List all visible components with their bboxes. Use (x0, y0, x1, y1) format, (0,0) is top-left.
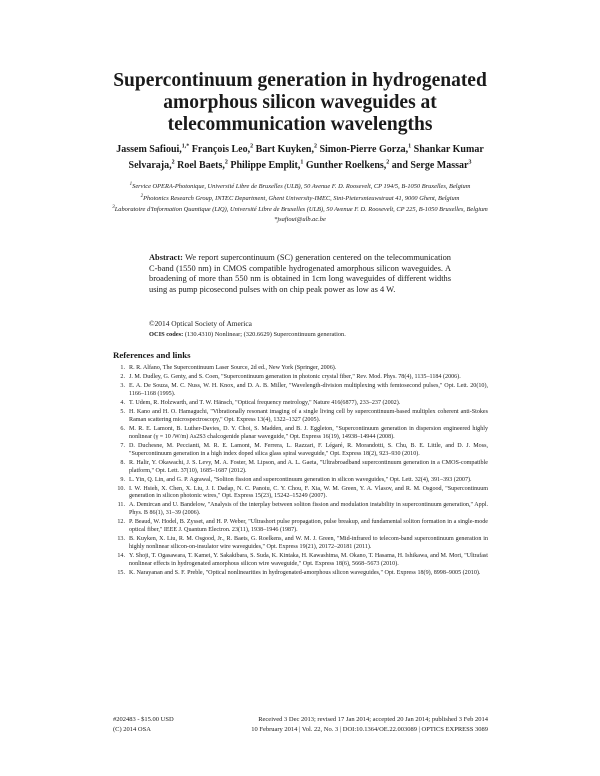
author: Bart Kuyken,$^2$ (255, 144, 317, 156)
affiliation: $^3$Laboratoire d'Information Quantique (LIQ), Université Libre de Bruxelles (ULB), 50 Avenue F. D. Roosevelt, CP 225, B-1050 Bruxelles, Belgium (112, 205, 488, 214)
reference-number: 8. (120, 459, 125, 466)
reference-number: 15. (117, 570, 125, 577)
reference-item (113, 383, 488, 399)
reference-number: 12. (117, 519, 125, 526)
reference-number: 2. (120, 374, 125, 380)
reference-item (113, 365, 488, 373)
abstract-text: We report supercontinuum (SC) generation centered on the telecommunication C-band (1550 nm) in CMOS compatible hydrogenated amorphous silicon waveguides. A broadening of more than 550 nm is obtained in 1cm long waveguides of different widths using as pump picosecond pulses with on chip peak power as low as 4 W. (149, 253, 451, 294)
footer-right (208, 715, 488, 735)
references-heading: References and links (113, 350, 191, 360)
reference-item (113, 409, 488, 425)
footer-price: #202483 - $15.00 USD (113, 716, 174, 723)
title-line: amorphous silicon waveguides at (163, 92, 437, 113)
author: and Serge Massar$^3$ (391, 159, 472, 171)
reference-text: I. W. Hsieh, X. Chen, X. Liu, J. I. Dadap, N. C. Panoiu, C. Y. Chou, F. Xia, W. M. Green, Y. A. Vlasov, and R. M. Osgood, "Supercontinuum generation in silicon photonic wires," Opt. Express 15(23), 15242–15249 (2007). (129, 485, 488, 500)
reference-text: L. Yin, Q. Lin, and G. P. Agrawal, "Soliton fission and supercontinuum generation in silicon waveguides," Opt. Lett. 32(4), 391–393 (2007). (129, 476, 472, 483)
reference-text: A. Demircan and U. Bandelow, "Analysis of the interplay between soliton fission and modulation instability in supercontinuum generation," Appl. Phys. B 86(1), 31–39 (2006). (129, 502, 488, 517)
author: Gunther Roelkens,$^2$ (305, 159, 390, 171)
reference-item (113, 570, 488, 578)
affiliation: $^2$Photonics Research Group, INTEC Department, Ghent University-IMEC, Sint-Pietersnieuwstraat 41, 9000 Ghent, Belgium (140, 193, 460, 202)
abstract (149, 253, 451, 295)
reference-item (113, 502, 488, 518)
reference-text: R. R. Alfano, The Supercontinuum Laser Source, 2d ed., New York (Springer, 2006). (129, 365, 337, 371)
reference-text: K. Narayanan and S. F. Preble, "Optical nonlinearities in hydrogenated-amorphous silicon waveguides," Opt. Express 18(9), 8998–9005 (2010). (129, 570, 481, 577)
reference-item (113, 477, 488, 485)
paper-title (100, 70, 500, 136)
reference-number: 6. (120, 425, 125, 432)
reference-text: P. Beaud, W. Hodel, B. Zysset, and H. P. Weber, "Ultrashort pulse propagation, pulse breakup, and fundamental soliton formation in a single-mode optical fiber," IEEE J. Quantum Electron. 23(11), 1938–1946 (1987). (129, 519, 488, 534)
footer-left (113, 715, 174, 735)
affiliations (110, 181, 490, 225)
footer-osa: (C) 2014 OSA (113, 726, 151, 733)
reference-text: Y. Shoji, T. Ogasawara, T. Kamei, Y. Sakakibara, S. Suda, K. Kintaka, H. Kawashima, M. Okano, T. Hasama, H. Ishikawa, and M. Mori, "Ultrafast nonlinear effects in hydrogenated amorphous silicon wire waveguide," Opt. Express 18(6), 5668–5673 (2010). (129, 553, 488, 568)
author: Simon-Pierre Gorza,$^1$ (319, 144, 412, 156)
reference-number: 3. (120, 383, 125, 389)
reference-item (113, 536, 488, 552)
author: François Leo,$^2$ (191, 144, 254, 156)
reference-item (113, 400, 488, 408)
author-list (115, 141, 485, 172)
reference-item (113, 553, 488, 569)
reference-item (113, 519, 488, 535)
ocis-text: (130.4310) Nonlinear; (320.6629) Supercontinuum generation. (184, 331, 346, 338)
corresponding-email[interactable]: *jsafioui@ulb.ac.be (274, 215, 326, 223)
author: Philippe Emplit,$^1$ (230, 159, 304, 171)
reference-text: R. Halir, Y. Okawachi, J. S. Levy, M. A. Foster, M. Lipson, and A. L. Gaeta, "Ultrabroadband supercontinuum generation in a CMOS-compatible platform," Opt. Lett. 37(10), 1685–1687 (2012). (129, 459, 488, 474)
footer-history: Received 3 Dec 2013; revised 17 Jan 2014; accepted 20 Jan 2014; published 3 Feb 2014 (258, 716, 488, 723)
reference-text: H. Kano and H. O. Hamaguchi, "Vibrationally resonant imaging of a single living cell by supercontinuum-based multiplex coherent anti-Stokes Raman scattering microspectroscopy," Opt. Express 13(4), 1322–1327 (2005). (129, 408, 488, 423)
reference-number: 9. (120, 476, 125, 483)
reference-text: M. R. E. Lamont, B. Luther-Davies, D. Y. Choi, S. Madden, and B. J. Eggleton, "Supercontinuum generation in dispersion engineered highly nonlinear (γ = 10 /W/m) As2S3 chalcogenide planar waveguide," Opt. Express 16(19), 14938–14944 (2008). (129, 425, 488, 440)
author: Roel Baets,$^2$ (177, 159, 228, 171)
abstract-label: Abstract: (149, 253, 183, 262)
title-line: telecommunication wavelengths (167, 114, 433, 135)
reference-number: 13. (117, 536, 125, 543)
reference-text: E. A. De Souza, M. C. Nuss, W. H. Knox, and D. A. B. Miller, "Wavelength-division multiplexing with femtosecond pulses," Opt. Lett. 20(10), 1166–1168 (1995). (129, 383, 488, 397)
ocis-label: OCIS codes: (149, 331, 184, 338)
ocis-codes (149, 331, 346, 338)
affiliation: $^1$Service OPERA-Photonique, Université Libre de Bruxelles (ULB), 50 Avenue F. D. Roosevelt, CP 194/5, B-1050 Bruxelles, Belgium (129, 182, 471, 191)
reference-number: 10. (117, 485, 125, 492)
copyright: ©2014 Optical Society of America (149, 319, 252, 328)
reference-item (113, 443, 488, 459)
reference-number: 5. (120, 408, 125, 415)
reference-text: D. Duchesne, M. Peccianti, M. R. E. Lamont, M. Ferrera, L. Razzari, F. Légaré, R. Morandotti, S. Chu, B. E. Little, and D. J. Moss, "Supercontinuum generation in a high index doped silica glass spiral waveguide," Opt. Express 18(2), 923–930 (2010). (129, 442, 488, 457)
title-line: Supercontinuum generation in hydrogenated (113, 70, 487, 91)
author: Shankar Kumar Selvaraja,$^2$ (128, 144, 484, 171)
reference-number: 7. (120, 442, 125, 449)
reference-number: 4. (120, 399, 125, 406)
reference-item (113, 374, 488, 382)
reference-number: 11. (117, 502, 125, 509)
reference-item (113, 426, 488, 442)
reference-text: B. Kuyken, X. Liu, R. M. Osgood, Jr., R. Baets, G. Roelkens, and W. M. J. Green, "Mid-infrared to telecom-band supercontinuum generation in highly nonlinear silicon-on-insulator wire waveguides," Opt. Express 19(21), 20172–20181 (2011). (129, 536, 488, 551)
reference-number: 1. (120, 365, 125, 371)
reference-text: T. Udem, R. Holzwarth, and T. W. Hänsch, "Optical frequency metrology," Nature 416(6877), 233–237 (2002). (129, 399, 401, 406)
reference-list (113, 365, 488, 579)
reference-item (113, 486, 488, 502)
reference-item (113, 460, 488, 476)
author: Jassem Safioui,$^{1,*}$ (116, 144, 190, 156)
footer-citation: 10 February 2014 | Vol. 22, No. 3 | DOI:10.1364/OE.22.003089 | OPTICS EXPRESS 3089 (251, 726, 488, 733)
reference-number: 14. (117, 553, 125, 560)
reference-text: J. M. Dudley, G. Genty, and S. Coen, "Supercontinuum generation in photonic crystal fiber," Rev. Mod. Phys. 78(4), 1135–1184 (2006). (129, 374, 461, 380)
